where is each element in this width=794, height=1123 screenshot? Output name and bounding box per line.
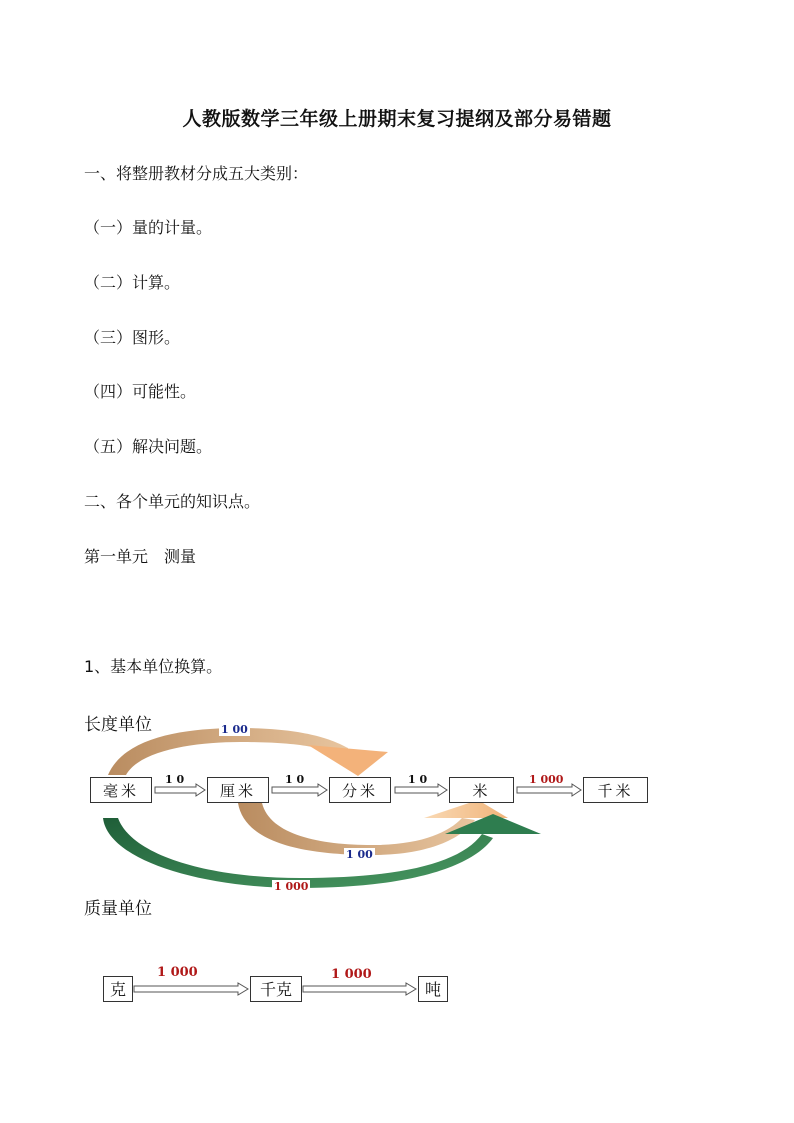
rate-kg-to-t: 1 000 [331,967,372,982]
rate-dm-to-m: 1 0 [408,773,428,786]
unit-box-gram: 克 [103,976,133,1002]
rate-cm-to-dm: 1 0 [285,773,305,786]
unit-heading: 第一单元 测量 [84,547,197,566]
rate-m-to-km: 1 000 [529,773,564,786]
label-mm-to-dm: 1 00 [221,723,248,736]
arc-mm-to-dm-head [308,745,388,776]
label-cm-to-m: 1 00 [346,848,373,861]
document-title: 人教版数学三年级上册期末复习提纲及部分易错题 [182,108,612,130]
unit-box-meter: 米 [449,777,514,803]
unit-box-ton: 吨 [418,976,448,1002]
heading-knowledge-points: 二、各个单元的知识点。 [84,492,261,511]
category-5: （五）解决问题。 [84,437,213,456]
label-mm-to-m: 1 000 [274,880,309,893]
unit-box-decimeter: 分米 [329,777,391,803]
arc-mm-to-m [103,818,493,888]
item-unit-conversion: 1、基本单位换算。 [84,657,223,676]
category-3: （三）图形。 [84,328,181,347]
rate-g-to-kg: 1 000 [157,965,198,980]
unit-box-kilogram: 千克 [250,976,302,1002]
heading-categories: 一、将整册教材分成五大类别： [84,164,309,183]
unit-box-kilometer: 千米 [583,777,648,803]
rate-mm-to-cm: 1 0 [165,773,185,786]
length-units-title: 长度单位 [84,715,152,735]
mass-units-title: 质量单位 [84,899,152,919]
category-2: （二）计算。 [84,273,181,292]
category-4: （四）可能性。 [84,382,197,401]
unit-box-millimeter: 毫米 [90,777,152,803]
category-1: （一）量的计量。 [84,218,213,237]
unit-box-centimeter: 厘米 [207,777,269,803]
